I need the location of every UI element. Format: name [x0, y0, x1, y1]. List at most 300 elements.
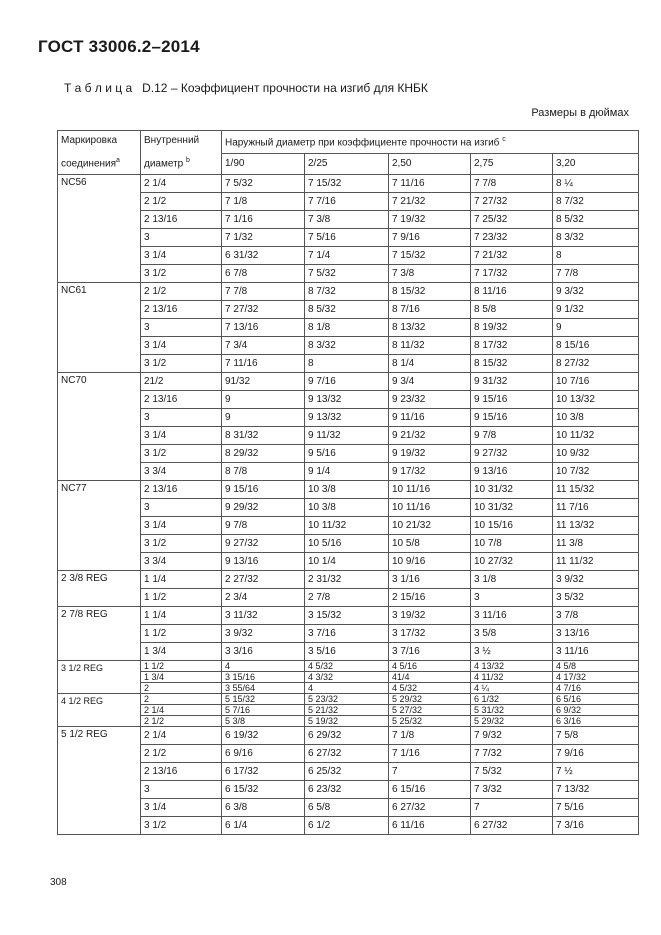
outer-diameter-cell: 7 17/32	[471, 265, 553, 283]
outer-diameter-cell: 10 3/8	[553, 409, 639, 427]
outer-diameter-cell: 8 15/32	[389, 283, 471, 301]
outer-diameter-cell: 3 13/16	[553, 625, 639, 643]
table-row	[58, 481, 639, 499]
header-mark-sup: a	[116, 157, 120, 164]
connection-mark-cell: 2 7/8 REG	[58, 607, 141, 661]
header-outer-diameter	[222, 131, 639, 154]
header-inner-line2: диаметр	[144, 158, 184, 170]
outer-diameter-cell: 8 31/32	[222, 427, 305, 445]
inner-diameter-cell: 2 13/16	[141, 391, 222, 409]
outer-diameter-cell: 8 15/16	[553, 337, 639, 355]
outer-diameter-cell: 4 5/32	[305, 661, 389, 672]
table-row	[58, 391, 639, 409]
outer-diameter-cell: 8 7/16	[389, 301, 471, 319]
table-row	[58, 571, 639, 589]
outer-diameter-cell: 6 5/8	[305, 799, 389, 817]
table-row	[58, 247, 639, 265]
outer-diameter-cell: 10 7/32	[553, 463, 639, 481]
outer-diameter-cell: 10 21/32	[389, 517, 471, 535]
inner-diameter-cell: 2	[141, 694, 222, 705]
table-row	[58, 625, 639, 643]
outer-diameter-cell: 8 11/16	[471, 283, 553, 301]
table-row	[58, 319, 639, 337]
outer-diameter-cell: 10 5/16	[305, 535, 389, 553]
connection-mark-cell: NC77	[58, 481, 141, 571]
outer-diameter-cell: 7 1/16	[222, 211, 305, 229]
inner-diameter-cell: 2	[141, 683, 222, 694]
outer-diameter-cell: 3 11/16	[553, 643, 639, 661]
outer-diameter-cell: 7 7/8	[553, 265, 639, 283]
outer-diameter-cell: 9 7/8	[471, 427, 553, 445]
table-row	[58, 301, 639, 319]
table-row	[58, 373, 639, 391]
outer-diameter-cell: 7 15/32	[305, 175, 389, 193]
units-note: Размеры в дюймах	[531, 107, 629, 119]
inner-diameter-cell: 2 1/4	[141, 705, 222, 716]
outer-diameter-cell: 4 3/32	[305, 672, 389, 683]
outer-diameter-cell: 9	[222, 409, 305, 427]
outer-diameter-cell: 3 17/32	[389, 625, 471, 643]
connection-mark-cell: NC70	[58, 373, 141, 481]
outer-diameter-cell: 7 1/32	[222, 229, 305, 247]
table-row	[58, 193, 639, 211]
outer-diameter-cell: 7 5/8	[553, 727, 639, 745]
outer-diameter-cell: 9 13/16	[471, 463, 553, 481]
table-row	[58, 672, 639, 683]
outer-diameter-cell: 2 3/4	[222, 589, 305, 607]
outer-diameter-cell: 7 1/8	[222, 193, 305, 211]
outer-diameter-cell: 7 7/32	[471, 745, 553, 763]
inner-diameter-cell: 3 1/2	[141, 355, 222, 373]
outer-diameter-cell: 6 15/32	[222, 781, 305, 799]
inner-diameter-cell: 2 1/2	[141, 745, 222, 763]
outer-diameter-cell: 9 23/32	[389, 391, 471, 409]
outer-diameter-cell: 9 15/16	[471, 391, 553, 409]
outer-diameter-cell: 10 9/32	[553, 445, 639, 463]
inner-diameter-cell: 1 3/4	[141, 672, 222, 683]
outer-diameter-cell: 8 7/32	[553, 193, 639, 211]
outer-diameter-cell: 10 27/32	[471, 553, 553, 571]
outer-diameter-cell: 10 31/32	[471, 499, 553, 517]
inner-diameter-cell: 1 1/4	[141, 571, 222, 589]
inner-diameter-cell: 2 1/2	[141, 193, 222, 211]
inner-diameter-cell: 3 1/4	[141, 799, 222, 817]
outer-diameter-cell: 10 7/16	[553, 373, 639, 391]
connection-mark-cell: 5 1/2 REG	[58, 727, 141, 835]
inner-diameter-cell: 1 1/2	[141, 661, 222, 672]
outer-diameter-cell: 7 27/32	[222, 301, 305, 319]
outer-diameter-cell: 2 15/16	[389, 589, 471, 607]
inner-diameter-cell: 1 1/4	[141, 607, 222, 625]
outer-diameter-cell: 7 7/8	[222, 283, 305, 301]
outer-diameter-cell: 5 29/32	[471, 716, 553, 727]
inner-diameter-cell: 1 1/2	[141, 589, 222, 607]
outer-diameter-cell: 7 ½	[553, 763, 639, 781]
inner-diameter-cell: 3	[141, 499, 222, 517]
outer-diameter-cell: 9 1/32	[553, 301, 639, 319]
table-row	[58, 229, 639, 247]
inner-diameter-cell: 2 1/4	[141, 175, 222, 193]
outer-diameter-cell: 10 11/32	[305, 517, 389, 535]
outer-diameter-cell: 3 5/8	[471, 625, 553, 643]
outer-diameter-cell: 9 1/4	[305, 463, 389, 481]
inner-diameter-cell: 3	[141, 409, 222, 427]
inner-diameter-cell: 1 3/4	[141, 643, 222, 661]
outer-diameter-cell: 8 ¼	[553, 175, 639, 193]
outer-diameter-cell: 6 27/32	[305, 745, 389, 763]
table-row	[58, 745, 639, 763]
outer-diameter-cell: 9 11/16	[389, 409, 471, 427]
outer-diameter-cell: 6 3/16	[553, 716, 639, 727]
inner-diameter-cell: 21/2	[141, 373, 222, 391]
header-outer-sup: c	[502, 135, 506, 143]
table-row	[58, 463, 639, 481]
table-row	[58, 705, 639, 716]
outer-diameter-cell: 5 31/32	[471, 705, 553, 716]
outer-diameter-cell: 7 5/32	[471, 763, 553, 781]
outer-diameter-cell: 6 17/32	[222, 763, 305, 781]
table-row	[58, 283, 639, 301]
outer-diameter-cell: 5 15/32	[222, 694, 305, 705]
inner-diameter-cell: 3 1/2	[141, 535, 222, 553]
outer-diameter-cell: 7 7/8	[471, 175, 553, 193]
outer-diameter-cell: 8 3/32	[305, 337, 389, 355]
outer-diameter-cell: 7 3/8	[389, 265, 471, 283]
outer-diameter-cell: 3 55/64	[222, 683, 305, 694]
outer-diameter-cell: 4	[222, 661, 305, 672]
table-row	[58, 643, 639, 661]
outer-diameter-cell: 6 15/16	[389, 781, 471, 799]
table-row	[58, 355, 639, 373]
outer-diameter-cell: 10 7/8	[471, 535, 553, 553]
outer-diameter-cell: 6 1/2	[305, 817, 389, 835]
outer-diameter-cell: 10 11/32	[553, 427, 639, 445]
outer-diameter-cell: 10 5/8	[389, 535, 471, 553]
table-row	[58, 589, 639, 607]
connection-mark-cell: NC56	[58, 175, 141, 283]
outer-diameter-cell: 9 21/32	[389, 427, 471, 445]
outer-diameter-cell: 8 3/32	[553, 229, 639, 247]
table-row	[58, 817, 639, 835]
table-row	[58, 553, 639, 571]
outer-diameter-cell: 4 11/32	[471, 672, 553, 683]
outer-diameter-cell: 10 9/16	[389, 553, 471, 571]
header-ratio: 2/25	[305, 154, 389, 175]
outer-diameter-cell: 9 3/32	[553, 283, 639, 301]
outer-diameter-cell: 5 7/16	[222, 705, 305, 716]
outer-diameter-cell: 6 25/32	[305, 763, 389, 781]
table-row	[58, 716, 639, 727]
outer-diameter-cell: 3 ½	[471, 643, 553, 661]
outer-diameter-cell: 8 5/32	[305, 301, 389, 319]
outer-diameter-cell: 5 21/32	[305, 705, 389, 716]
inner-diameter-cell: 3 1/2	[141, 817, 222, 835]
inner-diameter-cell: 2 13/16	[141, 301, 222, 319]
outer-diameter-cell: 2 27/32	[222, 571, 305, 589]
outer-diameter-cell: 11 7/16	[553, 499, 639, 517]
outer-diameter-cell: 8 1/8	[305, 319, 389, 337]
outer-diameter-cell: 10 11/16	[389, 481, 471, 499]
table-row	[58, 265, 639, 283]
outer-diameter-cell: 3 11/32	[222, 607, 305, 625]
outer-diameter-cell: 6 7/8	[222, 265, 305, 283]
table-row	[58, 799, 639, 817]
outer-diameter-cell: 7 13/16	[222, 319, 305, 337]
header-outer-label: Наружный диаметр при коэффициенте прочности на изгиб	[225, 137, 500, 149]
outer-diameter-cell: 7 1/16	[389, 745, 471, 763]
outer-diameter-cell: 2 31/32	[305, 571, 389, 589]
header-inner-diameter	[141, 131, 222, 175]
header-inner-line1: Внутренний	[144, 135, 200, 146]
outer-diameter-cell: 9 17/32	[389, 463, 471, 481]
header-ratio: 2,75	[471, 154, 553, 175]
outer-diameter-cell: 7 3/4	[222, 337, 305, 355]
outer-diameter-cell: 11 13/32	[553, 517, 639, 535]
inner-diameter-cell: 3 1/2	[141, 445, 222, 463]
outer-diameter-cell: 4 5/16	[389, 661, 471, 672]
connection-mark-cell: NC61	[58, 283, 141, 373]
outer-diameter-cell: 4 5/8	[553, 661, 639, 672]
outer-diameter-cell: 7 9/16	[389, 229, 471, 247]
outer-diameter-cell: 8	[553, 247, 639, 265]
table-row	[58, 409, 639, 427]
inner-diameter-cell: 3 3/4	[141, 553, 222, 571]
outer-diameter-cell: 7 21/32	[471, 247, 553, 265]
document-title: ГОСТ 33006.2–2014	[38, 37, 200, 56]
outer-diameter-cell: 11 3/8	[553, 535, 639, 553]
outer-diameter-cell: 7 3/32	[471, 781, 553, 799]
outer-diameter-cell: 7 11/16	[389, 175, 471, 193]
outer-diameter-cell: 7 19/32	[389, 211, 471, 229]
table-caption: Т а б л и ц а D.12 – Коэффициент прочности на изгиб для КНБК	[64, 81, 428, 95]
outer-diameter-cell: 8 27/32	[553, 355, 639, 373]
inner-diameter-cell: 3 1/4	[141, 427, 222, 445]
outer-diameter-cell: 91/32	[222, 373, 305, 391]
outer-diameter-cell: 5 27/32	[389, 705, 471, 716]
outer-diameter-cell: 4 7/16	[553, 683, 639, 694]
table-row	[58, 445, 639, 463]
outer-diameter-cell: 7 9/16	[553, 745, 639, 763]
outer-diameter-cell: 7 5/32	[222, 175, 305, 193]
table-row	[58, 175, 639, 193]
header-mark-line2: соединения	[61, 158, 117, 170]
outer-diameter-cell: 9 3/4	[389, 373, 471, 391]
table-row	[58, 763, 639, 781]
header-ratio: 3,20	[553, 154, 639, 175]
outer-diameter-cell: 6 1/4	[222, 817, 305, 835]
outer-diameter-cell: 3 5/32	[553, 589, 639, 607]
table-row	[58, 683, 639, 694]
outer-diameter-cell: 6 19/32	[222, 727, 305, 745]
outer-diameter-cell: 7 21/32	[389, 193, 471, 211]
outer-diameter-cell: 4 13/32	[471, 661, 553, 672]
inner-diameter-cell: 2 1/2	[141, 283, 222, 301]
outer-diameter-cell: 7 11/16	[222, 355, 305, 373]
outer-diameter-cell: 9 13/32	[305, 391, 389, 409]
outer-diameter-cell: 5 19/32	[305, 716, 389, 727]
outer-diameter-cell: 7 3/8	[305, 211, 389, 229]
outer-diameter-cell: 3 11/16	[471, 607, 553, 625]
outer-diameter-cell: 3 9/32	[222, 625, 305, 643]
outer-diameter-cell: 5 23/32	[305, 694, 389, 705]
outer-diameter-cell: 3 1/8	[471, 571, 553, 589]
table-row	[58, 694, 639, 705]
outer-diameter-cell: 5 25/32	[389, 716, 471, 727]
outer-diameter-cell: 6 1/32	[471, 694, 553, 705]
outer-diameter-cell: 7 3/16	[553, 817, 639, 835]
header-ratio: 1/90	[222, 154, 305, 175]
inner-diameter-cell: 2 1/2	[141, 716, 222, 727]
inner-diameter-cell: 3	[141, 781, 222, 799]
outer-diameter-cell: 3 9/32	[553, 571, 639, 589]
outer-diameter-cell: 8 1/4	[389, 355, 471, 373]
outer-diameter-cell: 3 15/16	[222, 672, 305, 683]
outer-diameter-cell: 6 5/16	[553, 694, 639, 705]
outer-diameter-cell: 9 31/32	[471, 373, 553, 391]
outer-diameter-cell: 9 27/32	[222, 535, 305, 553]
outer-diameter-cell: 4 5/32	[389, 683, 471, 694]
page-number: 308	[50, 877, 67, 888]
header-inner-sup: b	[186, 157, 190, 164]
outer-diameter-cell: 9	[222, 391, 305, 409]
outer-diameter-cell: 6 3/8	[222, 799, 305, 817]
header-ratio: 2,50	[389, 154, 471, 175]
outer-diameter-cell: 9 15/16	[471, 409, 553, 427]
outer-diameter-cell: 8	[305, 355, 389, 373]
outer-diameter-cell: 9	[553, 319, 639, 337]
outer-diameter-cell: 3	[471, 589, 553, 607]
outer-diameter-cell: 9 5/16	[305, 445, 389, 463]
outer-diameter-cell: 8 5/8	[471, 301, 553, 319]
outer-diameter-cell: 10 31/32	[471, 481, 553, 499]
outer-diameter-cell: 9 29/32	[222, 499, 305, 517]
outer-diameter-cell: 8 11/32	[389, 337, 471, 355]
outer-diameter-cell: 7 7/16	[305, 193, 389, 211]
outer-diameter-cell: 8 5/32	[553, 211, 639, 229]
outer-diameter-cell: 10 1/4	[305, 553, 389, 571]
table-row	[58, 661, 639, 672]
outer-diameter-cell: 3 15/32	[305, 607, 389, 625]
outer-diameter-cell: 7 9/32	[471, 727, 553, 745]
table-row	[58, 499, 639, 517]
inner-diameter-cell: 2 13/16	[141, 211, 222, 229]
outer-diameter-cell: 2 7/8	[305, 589, 389, 607]
inner-diameter-cell: 3	[141, 319, 222, 337]
outer-diameter-cell: 10 3/8	[305, 499, 389, 517]
outer-diameter-cell: 10 15/16	[471, 517, 553, 535]
inner-diameter-cell: 1 1/2	[141, 625, 222, 643]
connection-mark-cell: 2 3/8 REG	[58, 571, 141, 607]
outer-diameter-cell: 10 11/16	[389, 499, 471, 517]
table-body	[58, 175, 639, 835]
outer-diameter-cell: 7	[389, 763, 471, 781]
header-mark-line1: Маркировка	[61, 135, 118, 146]
outer-diameter-cell: 8 13/32	[389, 319, 471, 337]
inner-diameter-cell: 2 13/16	[141, 481, 222, 499]
outer-diameter-cell: 5 3/8	[222, 716, 305, 727]
table-row	[58, 427, 639, 445]
outer-diameter-cell: 6 9/16	[222, 745, 305, 763]
outer-diameter-cell: 3 3/16	[222, 643, 305, 661]
outer-diameter-cell: 6 29/32	[305, 727, 389, 745]
outer-diameter-cell: 6 27/32	[389, 799, 471, 817]
outer-diameter-cell: 8 7/8	[222, 463, 305, 481]
outer-diameter-cell: 9 13/16	[222, 553, 305, 571]
inner-diameter-cell: 3 3/4	[141, 463, 222, 481]
outer-diameter-cell: 3 7/16	[389, 643, 471, 661]
table-row	[58, 337, 639, 355]
outer-diameter-cell: 3 7/8	[553, 607, 639, 625]
outer-diameter-cell: 7 15/32	[389, 247, 471, 265]
outer-diameter-cell: 6 9/32	[553, 705, 639, 716]
outer-diameter-cell: 8 17/32	[471, 337, 553, 355]
outer-diameter-cell: 9 13/32	[305, 409, 389, 427]
outer-diameter-cell: 6 11/16	[389, 817, 471, 835]
table-row	[58, 535, 639, 553]
outer-diameter-cell: 6 31/32	[222, 247, 305, 265]
outer-diameter-cell: 4	[305, 683, 389, 694]
outer-diameter-cell: 9 19/32	[389, 445, 471, 463]
table-row	[58, 607, 639, 625]
outer-diameter-cell: 7 5/16	[305, 229, 389, 247]
table-row	[58, 727, 639, 745]
outer-diameter-cell: 9 15/16	[222, 481, 305, 499]
inner-diameter-cell: 2 1/4	[141, 727, 222, 745]
outer-diameter-cell: 4 17/32	[553, 672, 639, 683]
outer-diameter-cell: 5 29/32	[389, 694, 471, 705]
table-row	[58, 211, 639, 229]
inner-diameter-cell: 3 1/4	[141, 247, 222, 265]
outer-diameter-cell: 3 5/16	[305, 643, 389, 661]
header-mark	[58, 131, 141, 175]
outer-diameter-cell: 8 7/32	[305, 283, 389, 301]
outer-diameter-cell: 7 25/32	[471, 211, 553, 229]
bending-strength-table	[57, 130, 639, 835]
outer-diameter-cell: 10 3/8	[305, 481, 389, 499]
outer-diameter-cell: 4 ¼	[471, 683, 553, 694]
outer-diameter-cell: 9 11/32	[305, 427, 389, 445]
inner-diameter-cell: 2 13/16	[141, 763, 222, 781]
outer-diameter-cell: 7 5/16	[553, 799, 639, 817]
table-row	[58, 781, 639, 799]
connection-mark-cell: 4 1/2 REG	[58, 694, 141, 727]
outer-diameter-cell: 9 7/16	[305, 373, 389, 391]
outer-diameter-cell: 7	[471, 799, 553, 817]
outer-diameter-cell: 8 29/32	[222, 445, 305, 463]
outer-diameter-cell: 41/4	[389, 672, 471, 683]
outer-diameter-cell: 3 7/16	[305, 625, 389, 643]
outer-diameter-cell: 8 15/32	[471, 355, 553, 373]
outer-diameter-cell: 6 23/32	[305, 781, 389, 799]
connection-mark-cell: 3 1/2 REG	[58, 661, 141, 694]
outer-diameter-cell: 11 15/32	[553, 481, 639, 499]
outer-diameter-cell: 7 27/32	[471, 193, 553, 211]
inner-diameter-cell: 3 1/2	[141, 265, 222, 283]
outer-diameter-cell: 7 13/32	[553, 781, 639, 799]
inner-diameter-cell: 3 1/4	[141, 517, 222, 535]
table-row	[58, 517, 639, 535]
outer-diameter-cell: 10 13/32	[553, 391, 639, 409]
outer-diameter-cell: 3 19/32	[389, 607, 471, 625]
inner-diameter-cell: 3 1/4	[141, 337, 222, 355]
outer-diameter-cell: 11 11/32	[553, 553, 639, 571]
outer-diameter-cell: 3 1/16	[389, 571, 471, 589]
outer-diameter-cell: 7 1/8	[389, 727, 471, 745]
outer-diameter-cell: 7 23/32	[471, 229, 553, 247]
inner-diameter-cell: 3	[141, 229, 222, 247]
outer-diameter-cell: 6 27/32	[471, 817, 553, 835]
outer-diameter-cell: 8 19/32	[471, 319, 553, 337]
